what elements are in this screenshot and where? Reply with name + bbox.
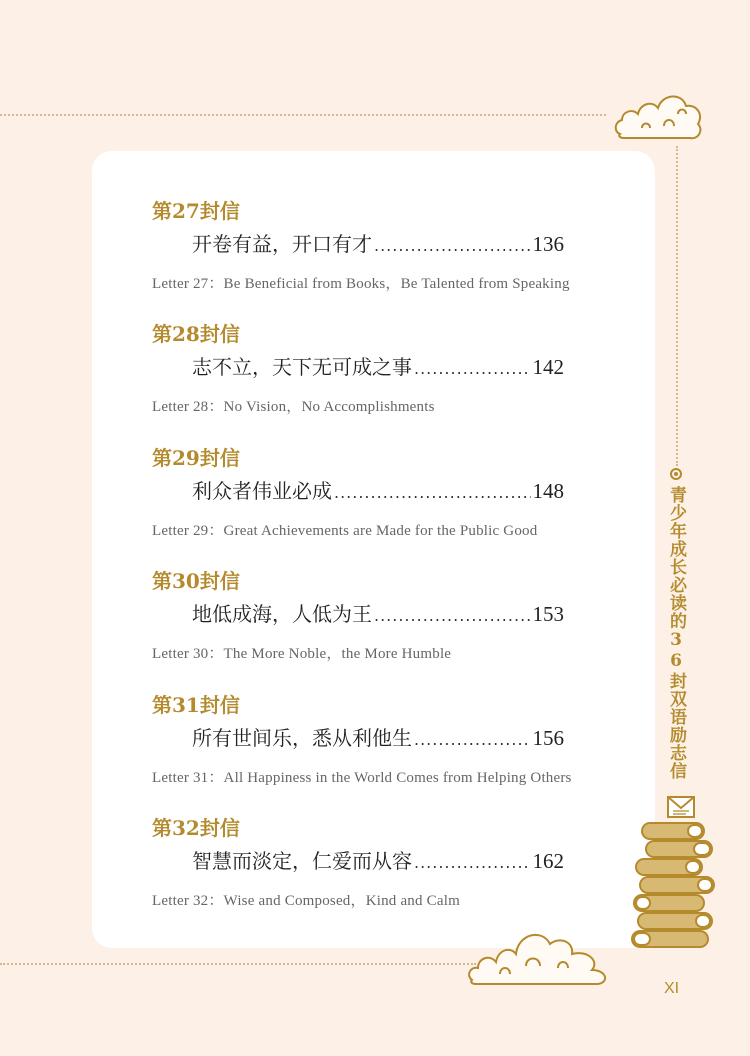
entry-english: Letter 31：All Happiness in the World Comes from Helping Others (152, 770, 572, 786)
dot-leader (374, 603, 531, 629)
page-number: 153 (532, 602, 564, 626)
page-number: 142 (532, 355, 564, 379)
cloud-icon (612, 84, 706, 146)
right-dotted-line (676, 146, 678, 466)
entry-heading: 第28封信 (152, 322, 240, 346)
entry-heading: 第30封信 (152, 569, 240, 593)
entry-title: 地低成海，人低为王 (192, 602, 372, 626)
entry-english: Letter 29：Great Achievements are Made for the Public Good (152, 523, 538, 539)
toc-entry (152, 445, 632, 539)
entry-title: 智慧而淡定，仁爱而从容 (192, 849, 412, 873)
toc-entry (152, 568, 632, 662)
entry-heading: 第29封信 (152, 446, 240, 470)
entry-heading: 第27封信 (152, 199, 240, 223)
entry-title: 利众者伟业必成 (192, 479, 332, 503)
toc-link[interactable] (192, 601, 564, 629)
dot-leader (414, 850, 531, 876)
toc-entry (152, 321, 632, 415)
entry-heading: 第32封信 (152, 816, 240, 840)
entry-title: 开卷有益，开口有才 (192, 232, 372, 256)
side-title-text: 青少年成长必读的36封双语励志信 (666, 486, 686, 780)
toc-link[interactable] (192, 231, 564, 259)
page-number-roman: XI (664, 980, 680, 997)
page-number: 148 (532, 479, 564, 503)
dot-leader (334, 480, 531, 506)
toc-link[interactable] (192, 478, 564, 506)
dot-leader (414, 727, 531, 753)
entry-title: 所有世间乐，悉从利他生 (192, 726, 412, 750)
dot-leader (374, 233, 531, 259)
circle-dot-icon (670, 468, 682, 480)
dot-leader (414, 356, 531, 382)
toc-entry (152, 815, 632, 909)
page-number: 136 (532, 232, 564, 256)
toc-link[interactable] (192, 354, 564, 382)
toc-link[interactable] (192, 848, 564, 876)
entry-english: Letter 27：Be Beneficial from Books，Be Talented from Speaking (152, 276, 570, 292)
book-stack-icon (628, 795, 718, 950)
entry-english: Letter 30：The More Noble，the More Humble (152, 646, 452, 662)
toc-link[interactable] (192, 725, 564, 753)
cloud-icon (466, 920, 612, 990)
toc-entry (152, 198, 632, 292)
bottom-dotted-line (0, 963, 476, 965)
entry-english: Letter 28：No Vision，No Accomplishments (152, 399, 435, 415)
top-dotted-line (0, 114, 606, 116)
toc-entry (152, 692, 632, 786)
entry-heading: 第31封信 (152, 693, 240, 717)
page-number: 162 (532, 849, 564, 873)
entry-title: 志不立，天下无可成之事 (192, 355, 412, 379)
side-book-title (662, 468, 690, 780)
page-number: 156 (532, 726, 564, 750)
entry-english: Letter 32：Wise and Composed，Kind and Calm (152, 893, 460, 909)
